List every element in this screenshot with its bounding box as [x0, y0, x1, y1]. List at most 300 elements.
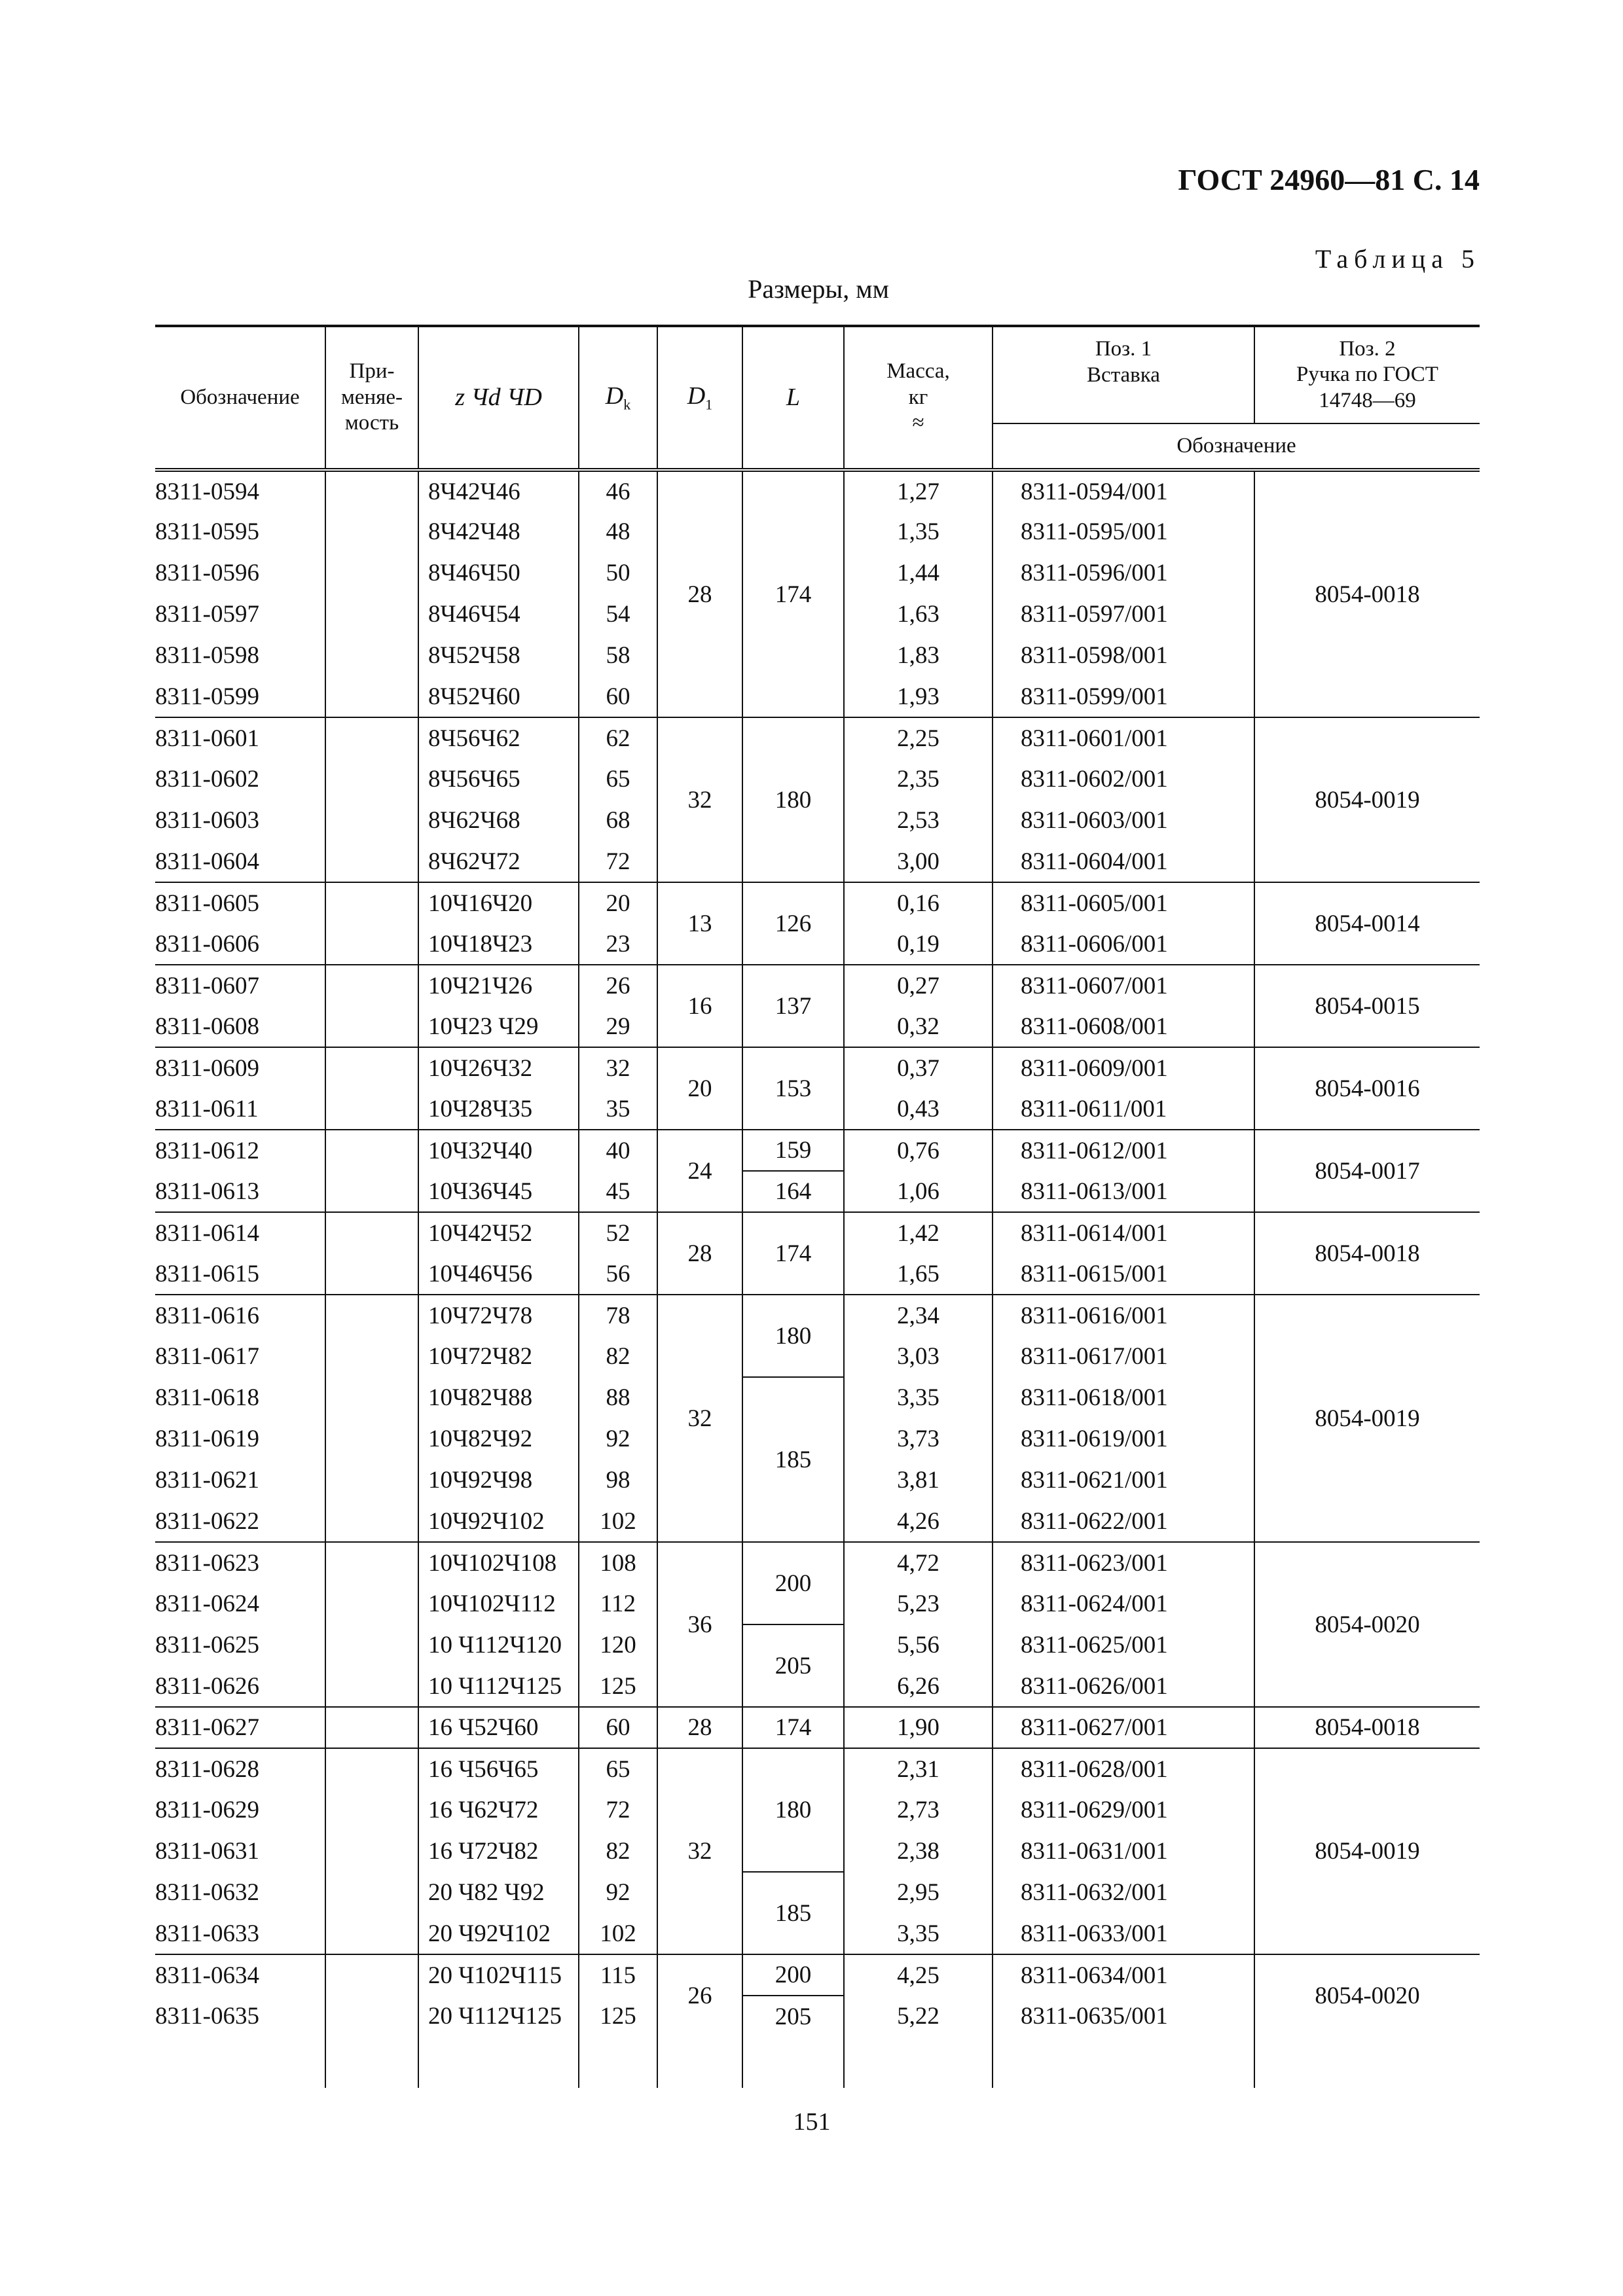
cell-pos1: 8311-0602/001 [993, 759, 1254, 800]
cell-applicability [325, 1088, 418, 1130]
cell-pos2: 8054-0019 [1254, 717, 1480, 882]
cell-applicability [325, 635, 418, 676]
cell-zdD: 10 Ч112Ч125 [418, 1666, 579, 1707]
cell-zdD: 10Ч21Ч26 [418, 965, 579, 1006]
cell-designation: 8311-0595 [155, 518, 259, 545]
cell-designation: 8311-0619 [155, 1426, 259, 1452]
cell-applicability [325, 470, 418, 511]
cell-designation: 8311-0626 [155, 1672, 259, 1700]
cell-zdD: 10Ч32Ч40 [418, 1130, 579, 1171]
cell-l: 180 [742, 1748, 844, 1872]
cell-zdD: 8Ч62Ч68 [418, 800, 579, 841]
cell-dk: 65 [579, 759, 657, 800]
document-reference: ГОСТ 24960—81 С. 14 [1178, 163, 1480, 196]
cell-applicability [325, 1253, 418, 1295]
cell-pos1: 8311-0629/001 [993, 1789, 1254, 1831]
cell-pos1: 8311-0624/001 [993, 1583, 1254, 1624]
cell-designation: 8311-0601 [155, 717, 325, 759]
cell-mass: 0,19 [844, 924, 993, 965]
cell-zdD: 10Ч92Ч102 [418, 1501, 579, 1542]
col-header-applicability-line2: меняе- [340, 385, 403, 409]
cell-designation: 8311-0599 [155, 683, 259, 710]
cell-dk: 78 [579, 1295, 657, 1336]
cell-applicability [325, 841, 418, 882]
cell-d1: 20 [657, 1047, 742, 1130]
cell-dk: 50 [579, 552, 657, 594]
cell-pos1: 8311-0621/001 [993, 1460, 1254, 1501]
cell-d1: 28 [657, 1212, 742, 1295]
col-header-d1 [657, 326, 742, 470]
cell-mass: 3,03 [844, 1336, 993, 1377]
cell-zdD: 10 Ч112Ч120 [418, 1624, 579, 1666]
cell-dk: 23 [579, 924, 657, 965]
cell-applicability [325, 1418, 418, 1460]
cell-applicability [325, 1501, 418, 1542]
cell-designation: 8311-0605 [155, 882, 325, 924]
cell-dk: 35 [579, 1088, 657, 1130]
cell-designation: 8311-0625 [155, 1632, 259, 1659]
cell-dk: 29 [579, 1006, 657, 1047]
cell-dk: 32 [579, 1047, 657, 1088]
cell-applicability [325, 1212, 418, 1253]
cell-designation: 8311-0609 [155, 1047, 325, 1088]
cell-applicability [325, 1006, 418, 1047]
cell-designation: 8311-0602 [155, 766, 259, 793]
cell-zdD: 10Ч72Ч82 [418, 1336, 579, 1377]
cell-pos1: 8311-0622/001 [993, 1501, 1254, 1542]
col-header-pos1 [993, 326, 1254, 423]
cell-applicability [325, 1377, 418, 1418]
col-header-pos1-line1: Поз. 1 [1095, 337, 1152, 361]
cell-designation: 8311-0607 [155, 965, 325, 1006]
cell-pos1: 8311-0604/001 [993, 841, 1254, 882]
cell-l: 185 [742, 1872, 844, 1954]
cell-mass: 1,63 [844, 594, 993, 635]
col-header-mass [844, 326, 993, 470]
cell-l: 205 [742, 1996, 844, 2037]
col-header-sub-designation: Обозначение [993, 423, 1480, 470]
cell-zdD: 10Ч46Ч56 [418, 1253, 579, 1295]
cell-empty [418, 2037, 579, 2088]
col-header-dk-sub: k [623, 396, 631, 413]
cell-mass: 5,23 [844, 1583, 993, 1624]
cell-designation: 8311-0615 [155, 1260, 259, 1287]
col-header-designation: Обозначение [155, 326, 325, 470]
page-number: 151 [793, 2108, 831, 2136]
cell-designation: 8311-0629 [155, 1797, 259, 1823]
cell-pos1: 8311-0597/001 [993, 594, 1254, 635]
cell-dk: 98 [579, 1460, 657, 1501]
cell-applicability [325, 1336, 418, 1377]
cell-pos2: 8054-0018 [1254, 1212, 1480, 1295]
cell-pos1: 8311-0609/001 [993, 1047, 1254, 1088]
cell-designation: 8311-0621 [155, 1467, 259, 1494]
cell-applicability [325, 1130, 418, 1171]
cell-mass: 3,81 [844, 1460, 993, 1501]
cell-dk: 108 [579, 1542, 657, 1583]
cell-applicability [325, 1047, 418, 1088]
cell-pos2: 8054-0019 [1254, 1295, 1480, 1542]
dimensions-caption: Размеры, мм [748, 274, 889, 304]
col-header-zdD-text: z Чd ЧD [455, 383, 542, 411]
cell-mass: 1,65 [844, 1253, 993, 1295]
cell-dk: 48 [579, 511, 657, 552]
cell-l: 200 [742, 1954, 844, 1996]
cell-empty [657, 2037, 742, 2088]
cell-dk: 82 [579, 1336, 657, 1377]
cell-pos1: 8311-0635/001 [993, 1996, 1254, 2037]
cell-applicability [325, 1583, 418, 1624]
cell-l: 137 [742, 965, 844, 1047]
cell-applicability [325, 1954, 418, 1996]
col-header-pos2-line3: 14748—69 [1319, 388, 1416, 412]
col-header-d1-letter: D [687, 382, 706, 410]
cell-pos2: 8054-0016 [1254, 1047, 1480, 1130]
cell-d1: 32 [657, 1295, 742, 1542]
cell-mass: 1,93 [844, 676, 993, 717]
col-header-dk-letter: D [605, 382, 624, 410]
cell-pos1: 8311-0628/001 [993, 1748, 1254, 1789]
table-row [155, 1707, 1480, 1748]
cell-designation: 8311-0604 [155, 848, 259, 875]
cell-designation: 8311-0608 [155, 1013, 259, 1040]
cell-pos1: 8311-0612/001 [993, 1130, 1254, 1171]
cell-d1: 16 [657, 965, 742, 1047]
cell-zdD: 10Ч82Ч92 [418, 1418, 579, 1460]
cell-l: 164 [742, 1171, 844, 1212]
cell-d1: 13 [657, 882, 742, 965]
cell-mass: 2,31 [844, 1748, 993, 1789]
cell-designation: 8311-0627 [155, 1707, 325, 1748]
col-header-l [742, 326, 844, 470]
cell-dk: 102 [579, 1913, 657, 1954]
cell-dk: 102 [579, 1501, 657, 1542]
cell-applicability [325, 1913, 418, 1954]
dimensions-table [155, 325, 1480, 2088]
cell-dk: 72 [579, 1789, 657, 1831]
cell-l: 126 [742, 882, 844, 965]
cell-designation: 8311-0623 [155, 1542, 325, 1583]
cell-pos2: 8054-0017 [1254, 1130, 1480, 1212]
cell-pos2: 8054-0018 [1254, 470, 1480, 717]
cell-dk: 88 [579, 1377, 657, 1418]
cell-mass: 1,90 [844, 1707, 993, 1748]
cell-designation: 8311-0611 [155, 1095, 259, 1122]
cell-applicability [325, 1666, 418, 1707]
col-header-pos1-line2: Вставка [1087, 363, 1160, 387]
cell-zdD: 10Ч102Ч108 [418, 1542, 579, 1583]
cell-applicability [325, 1748, 418, 1789]
cell-mass: 2,53 [844, 800, 993, 841]
cell-dk: 54 [579, 594, 657, 635]
cell-pos1: 8311-0606/001 [993, 924, 1254, 965]
cell-dk: 60 [579, 676, 657, 717]
cell-d1: 32 [657, 717, 742, 882]
cell-zdD: 16 Ч72Ч82 [418, 1831, 579, 1872]
col-header-pos2 [1254, 326, 1480, 423]
cell-zdD: 8Ч62Ч72 [418, 841, 579, 882]
col-header-applicability-line1: При- [349, 359, 395, 384]
cell-pos1: 8311-0614/001 [993, 1212, 1254, 1253]
cell-l: 180 [742, 1295, 844, 1377]
table-row [155, 1047, 1480, 1088]
cell-applicability [325, 552, 418, 594]
col-header-mass-line1: Масса, [886, 359, 950, 384]
cell-pos1: 8311-0615/001 [993, 1253, 1254, 1295]
cell-l: 174 [742, 1707, 844, 1748]
col-header-pos2-line2: Ручка по ГОСТ [1296, 363, 1438, 387]
cell-pos1: 8311-0599/001 [993, 676, 1254, 717]
cell-designation: 8311-0635 [155, 2003, 259, 2030]
cell-applicability [325, 594, 418, 635]
cell-applicability [325, 924, 418, 965]
cell-zdD: 10Ч102Ч112 [418, 1583, 579, 1624]
cell-pos1: 8311-0595/001 [993, 511, 1254, 552]
cell-mass: 0,37 [844, 1047, 993, 1088]
col-header-applicability-line3: мость [344, 411, 399, 435]
cell-pos1: 8311-0607/001 [993, 965, 1254, 1006]
cell-l: 153 [742, 1047, 844, 1130]
cell-d1: 24 [657, 1130, 742, 1212]
cell-designation: 8311-0618 [155, 1384, 259, 1411]
table-row [155, 1542, 1480, 1583]
cell-mass: 2,95 [844, 1872, 993, 1913]
cell-pos2: 8054-0019 [1254, 1748, 1480, 1954]
cell-zdD: 10Ч18Ч23 [418, 924, 579, 965]
cell-zdD: 10Ч42Ч52 [418, 1212, 579, 1253]
cell-l: 159 [742, 1130, 844, 1171]
table-row [155, 717, 1480, 759]
cell-pos1: 8311-0596/001 [993, 552, 1254, 594]
cell-empty [325, 2037, 418, 2088]
cell-zdD: 20 Ч92Ч102 [418, 1913, 579, 1954]
cell-mass: 2,34 [844, 1295, 993, 1336]
cell-d1: 26 [657, 1954, 742, 2037]
cell-dk: 62 [579, 717, 657, 759]
col-header-zdD [418, 326, 579, 470]
table-row [155, 882, 1480, 924]
cell-pos1: 8311-0634/001 [993, 1954, 1254, 1996]
cell-d1: 36 [657, 1542, 742, 1707]
cell-designation: 8311-0606 [155, 930, 259, 958]
cell-designation: 8311-0631 [155, 1838, 259, 1865]
cell-pos2: 8054-0015 [1254, 965, 1480, 1047]
cell-designation: 8311-0596 [155, 560, 259, 586]
cell-pos1: 8311-0626/001 [993, 1666, 1254, 1707]
cell-mass: 5,22 [844, 1996, 993, 2037]
cell-dk: 82 [579, 1831, 657, 1872]
cell-l: 180 [742, 717, 844, 882]
cell-mass: 2,73 [844, 1789, 993, 1831]
cell-designation: 8311-0598 [155, 642, 259, 669]
cell-zdD: 8Ч46Ч54 [418, 594, 579, 635]
cell-dk: 115 [579, 1954, 657, 1996]
cell-l: 185 [742, 1377, 844, 1542]
cell-pos2: 8054-0014 [1254, 882, 1480, 965]
cell-pos1: 8311-0613/001 [993, 1171, 1254, 1212]
cell-dk: 125 [579, 1996, 657, 2037]
cell-zdD: 16 Ч52Ч60 [418, 1707, 579, 1748]
cell-dk: 68 [579, 800, 657, 841]
cell-mass: 3,00 [844, 841, 993, 882]
cell-pos2: 8054-0020 [1254, 1954, 1480, 2037]
cell-mass: 1,27 [844, 470, 993, 511]
cell-mass: 0,43 [844, 1088, 993, 1130]
cell-pos1: 8311-0617/001 [993, 1336, 1254, 1377]
cell-designation: 8311-0613 [155, 1177, 259, 1205]
cell-mass: 1,83 [844, 635, 993, 676]
cell-zdD: 16 Ч62Ч72 [418, 1789, 579, 1831]
table-label: Таблица 5 [1315, 244, 1480, 274]
cell-mass: 0,27 [844, 965, 993, 1006]
cell-dk: 112 [579, 1583, 657, 1624]
cell-zdD: 20 Ч112Ч125 [418, 1996, 579, 2037]
col-header-dk [579, 326, 657, 470]
cell-empty [742, 2037, 844, 2088]
cell-designation: 8311-0628 [155, 1748, 325, 1789]
cell-designation: 8311-0632 [155, 1879, 259, 1906]
cell-dk: 56 [579, 1253, 657, 1295]
cell-empty [844, 2037, 993, 2088]
cell-applicability [325, 1460, 418, 1501]
cell-pos1: 8311-0601/001 [993, 717, 1254, 759]
cell-zdD: 8Ч46Ч50 [418, 552, 579, 594]
cell-mass: 2,35 [844, 759, 993, 800]
col-header-d1-sub: 1 [705, 396, 713, 413]
cell-dk: 45 [579, 1171, 657, 1212]
cell-dk: 72 [579, 841, 657, 882]
cell-zdD: 10Ч23 Ч29 [418, 1006, 579, 1047]
cell-mass: 4,72 [844, 1542, 993, 1583]
cell-zdD: 16 Ч56Ч65 [418, 1748, 579, 1789]
cell-zdD: 8Ч42Ч46 [418, 470, 579, 511]
cell-applicability [325, 511, 418, 552]
cell-pos1: 8311-0594/001 [993, 470, 1254, 511]
cell-mass: 4,25 [844, 1954, 993, 1996]
cell-zdD: 10Ч26Ч32 [418, 1047, 579, 1088]
cell-pos1: 8311-0625/001 [993, 1624, 1254, 1666]
cell-mass: 5,56 [844, 1624, 993, 1666]
cell-applicability [325, 1872, 418, 1913]
cell-l: 174 [742, 470, 844, 717]
cell-designation: 8311-0603 [155, 807, 259, 834]
col-header-l-text: L [786, 383, 801, 411]
cell-pos1: 8311-0627/001 [993, 1707, 1254, 1748]
cell-applicability [325, 759, 418, 800]
table-row [155, 470, 1480, 511]
cell-l: 205 [742, 1624, 844, 1707]
cell-applicability [325, 676, 418, 717]
cell-zdD: 8Ч52Ч60 [418, 676, 579, 717]
cell-empty [155, 2037, 325, 2088]
cell-designation: 8311-0617 [155, 1343, 259, 1370]
cell-dk: 40 [579, 1130, 657, 1171]
cell-dk: 92 [579, 1872, 657, 1913]
cell-designation: 8311-0597 [155, 601, 259, 628]
cell-empty [993, 2037, 1254, 2088]
cell-pos1: 8311-0633/001 [993, 1913, 1254, 1954]
cell-empty [1254, 2037, 1480, 2088]
table-body [155, 470, 1480, 2088]
cell-zdD: 10Ч28Ч35 [418, 1088, 579, 1130]
cell-zdD: 10Ч82Ч88 [418, 1377, 579, 1418]
cell-designation: 8311-0634 [155, 1954, 325, 1996]
cell-pos1: 8311-0605/001 [993, 882, 1254, 924]
cell-pos2: 8054-0018 [1254, 1707, 1480, 1748]
cell-applicability [325, 1996, 418, 2037]
cell-zdD: 8Ч56Ч62 [418, 717, 579, 759]
table-row [155, 1295, 1480, 1336]
cell-mass: 1,06 [844, 1171, 993, 1212]
table-row [155, 1212, 1480, 1253]
cell-pos1: 8311-0619/001 [993, 1418, 1254, 1460]
cell-zdD: 8Ч52Ч58 [418, 635, 579, 676]
col-header-mass-line3: ≈ [912, 411, 924, 435]
cell-mass: 1,42 [844, 1212, 993, 1253]
cell-pos1: 8311-0603/001 [993, 800, 1254, 841]
cell-applicability [325, 1542, 418, 1583]
cell-designation: 8311-0612 [155, 1130, 325, 1171]
cell-zdD: 8Ч42Ч48 [418, 511, 579, 552]
cell-applicability [325, 882, 418, 924]
cell-applicability [325, 965, 418, 1006]
cell-d1: 32 [657, 1748, 742, 1954]
cell-applicability [325, 1624, 418, 1666]
cell-designation: 8311-0616 [155, 1295, 325, 1336]
cell-applicability [325, 1707, 418, 1748]
cell-pos1: 8311-0616/001 [993, 1295, 1254, 1336]
col-header-applicability [325, 326, 418, 470]
cell-zdD: 10Ч16Ч20 [418, 882, 579, 924]
cell-mass: 0,32 [844, 1006, 993, 1047]
cell-mass: 2,25 [844, 717, 993, 759]
cell-dk: 125 [579, 1666, 657, 1707]
cell-designation: 8311-0614 [155, 1212, 325, 1253]
cell-applicability [325, 1831, 418, 1872]
cell-dk: 26 [579, 965, 657, 1006]
cell-dk: 92 [579, 1418, 657, 1460]
cell-pos1: 8311-0623/001 [993, 1542, 1254, 1583]
cell-mass: 3,73 [844, 1418, 993, 1460]
cell-pos1: 8311-0632/001 [993, 1872, 1254, 1913]
cell-designation: 8311-0633 [155, 1920, 259, 1947]
cell-pos1: 8311-0611/001 [993, 1088, 1254, 1130]
cell-zdD: 8Ч56Ч65 [418, 759, 579, 800]
cell-mass: 1,35 [844, 511, 993, 552]
cell-applicability [325, 1295, 418, 1336]
col-header-pos2-line1: Поз. 2 [1339, 336, 1396, 361]
cell-mass: 3,35 [844, 1913, 993, 1954]
cell-mass: 2,38 [844, 1831, 993, 1872]
cell-mass: 1,44 [844, 552, 993, 594]
cell-dk: 52 [579, 1212, 657, 1253]
cell-dk: 46 [579, 470, 657, 511]
cell-dk: 20 [579, 882, 657, 924]
cell-pos1: 8311-0618/001 [993, 1377, 1254, 1418]
col-header-mass-line2: кг [908, 385, 928, 409]
cell-pos2: 8054-0020 [1254, 1542, 1480, 1707]
cell-designation: 8311-0622 [155, 1507, 259, 1535]
cell-mass: 0,76 [844, 1130, 993, 1171]
table-row-trailing [155, 2037, 1480, 2088]
cell-applicability [325, 1171, 418, 1212]
cell-zdD: 10Ч92Ч98 [418, 1460, 579, 1501]
cell-designation: 8311-0594 [155, 478, 259, 505]
table-row [155, 1748, 1480, 1789]
cell-mass: 3,35 [844, 1377, 993, 1418]
cell-designation: 8311-0624 [155, 1590, 259, 1617]
cell-pos1: 8311-0608/001 [993, 1006, 1254, 1047]
